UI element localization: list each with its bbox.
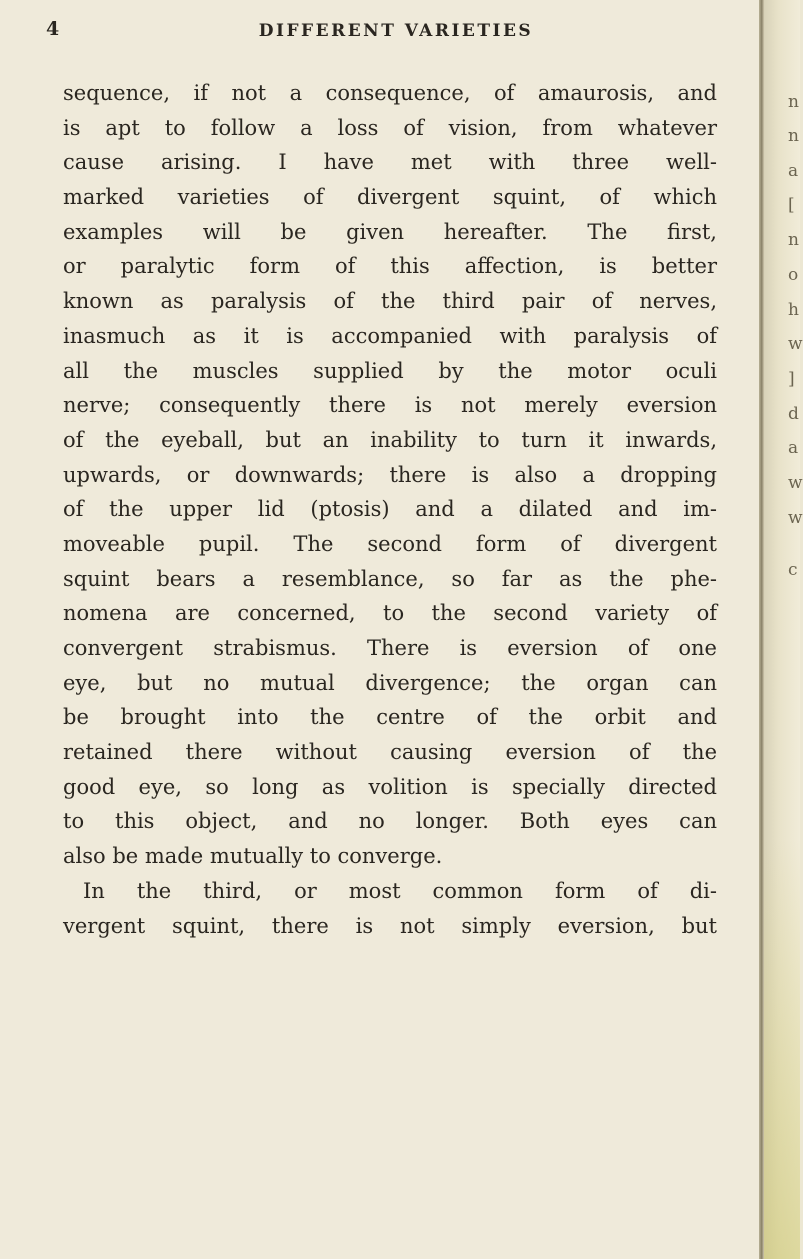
text-line: all the muscles supplied by the motor oculi	[63, 358, 717, 383]
text-line: sequence, if not a consequence, of amaurosis, and	[63, 81, 717, 105]
text-line: eye, but no mutual divergence; the organ can	[63, 670, 717, 695]
facing-page-fragment: d	[788, 404, 799, 424]
text-line: nerve; consequently there is not merely eversion	[63, 393, 717, 418]
text-line: is apt to follow a loss of vision, from whatever	[63, 115, 717, 140]
facing-page-fragment: ]	[788, 369, 795, 389]
running-title: DIFFERENT VARIETIES	[258, 21, 534, 41]
body-text	[63, 76, 717, 943]
text-line: vergent squint, there is not simply eversion, but	[63, 913, 717, 938]
facing-page-fragment: a	[788, 438, 799, 458]
running-head	[46, 18, 746, 44]
text-line: inasmuch as it is accompanied with paralysis of	[63, 323, 717, 348]
facing-page-fragment: c	[788, 560, 798, 580]
facing-page-fragment: w	[788, 334, 803, 354]
facing-page-fragment: n	[788, 230, 799, 250]
facing-page-edge	[764, 0, 803, 1259]
page-edge-shadow	[764, 839, 800, 1259]
text-line: good eye, so long as volition is specially directed	[63, 774, 717, 799]
facing-page-fragment: [	[788, 195, 795, 215]
facing-page-fragment: h	[788, 300, 799, 320]
text-line: of the upper lid (ptosis) and a dilated and im-	[63, 497, 717, 522]
facing-page-fragment: w	[788, 508, 803, 528]
text-line: retained there without causing eversion of the	[63, 740, 717, 765]
text-line: cause arising. I have met with three well-	[63, 150, 717, 175]
text-line: convergent strabismus. There is eversion of one	[63, 636, 717, 660]
paragraph-last-line: also be made mutually to converge.	[63, 844, 443, 869]
text-line: upwards, or downwards; there is also a dropping	[63, 462, 717, 487]
facing-page-fragment: n	[788, 126, 799, 146]
page-number: 4	[46, 18, 60, 40]
text-line: known as paralysis of the third pair of nerves,	[63, 289, 717, 314]
facing-page-fragment: o	[788, 265, 799, 285]
text-line: of the eyeball, but an inability to turn it inwards,	[63, 427, 717, 452]
paragraph-first-line: In the third, or most common form of di-	[83, 878, 717, 903]
text-line: marked varieties of divergent squint, of which	[63, 185, 717, 210]
text-line: examples will be given hereafter. The first,	[63, 219, 717, 244]
facing-page-fragment: a	[788, 161, 799, 181]
text-line: or paralytic form of this affection, is better	[63, 254, 717, 279]
text-line: nomena are concerned, to the second variety of	[63, 601, 717, 626]
text-line: moveable pupil. The second form of divergent	[63, 531, 717, 556]
facing-page-fragment: w	[788, 473, 803, 493]
text-line: squint bears a resemblance, so far as the phe-	[63, 566, 717, 591]
text-line: to this object, and no longer. Both eyes can	[63, 809, 717, 834]
text-line: be brought into the centre of the orbit and	[63, 705, 717, 730]
facing-page-fragment: n	[788, 92, 799, 112]
